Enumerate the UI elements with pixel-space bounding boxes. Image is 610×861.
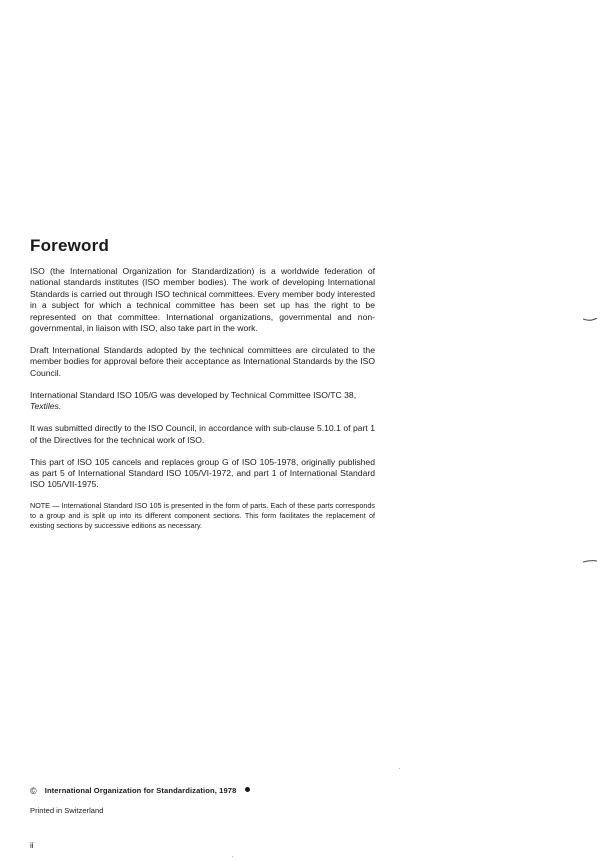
foreword-body xyxy=(30,266,375,542)
paragraph-developed-by xyxy=(30,390,375,413)
developed-by-text: International Standard ISO 105/G was developed by Technical Committee ISO/TC 38, xyxy=(30,389,357,400)
committee-title: Textiles. xyxy=(30,401,62,412)
scan-mark-lower xyxy=(583,560,597,564)
printed-in: Printed in Switzerland xyxy=(30,806,104,815)
paragraph-submitted: It was submitted directly to the ISO Council, in accordance with sub-clause 5.10.1 of part 1 of the Directives for the technical work of ISO. xyxy=(30,423,375,445)
paragraph-cancels-replaces: This part of ISO 105 cancels and replaces group G of ISO 105-1978, originally published as part 5 of International Standard ISO 105/VI-1972, and part 1 of International Standard ISO 105/VII-1975. xyxy=(30,456,375,490)
scan-speck xyxy=(232,856,233,857)
scan-mark-upper xyxy=(583,318,597,322)
foreword-heading: Foreword xyxy=(30,236,110,255)
copyright-text: International Organization for Standardization, 1978 xyxy=(44,786,237,795)
note-paragraph: NOTE — International Standard ISO 105 is presented in the form of parts. Each of these parts corresponds to a group and is split up into its different component sections. This form facilitates the replacement of existing sections by successive editions as necessary. xyxy=(30,501,375,531)
paragraph-iso-intro: ISO (the International Organization for Standardization) is a worldwide federation of national standards institutes (ISO member bodies). The work of developing International Standards is carried out through ISO technical committees. Every member body interested in a subject for which a technical committee has been set up has the right to be represented on that committee. International organizations, governmental and non-governmental, in liaison with ISO, also take part in the work. xyxy=(30,266,375,334)
copyright-icon: © xyxy=(30,786,37,796)
page-number: ii xyxy=(30,841,34,850)
paragraph-draft-standards: Draft International Standards adopted by the technical committees are circulated to the member bodies for approval before their acceptance as International Standards by the ISO Council. xyxy=(30,345,375,378)
scan-speck xyxy=(399,768,400,769)
bullet-icon xyxy=(245,787,250,792)
copyright-line xyxy=(30,786,250,796)
